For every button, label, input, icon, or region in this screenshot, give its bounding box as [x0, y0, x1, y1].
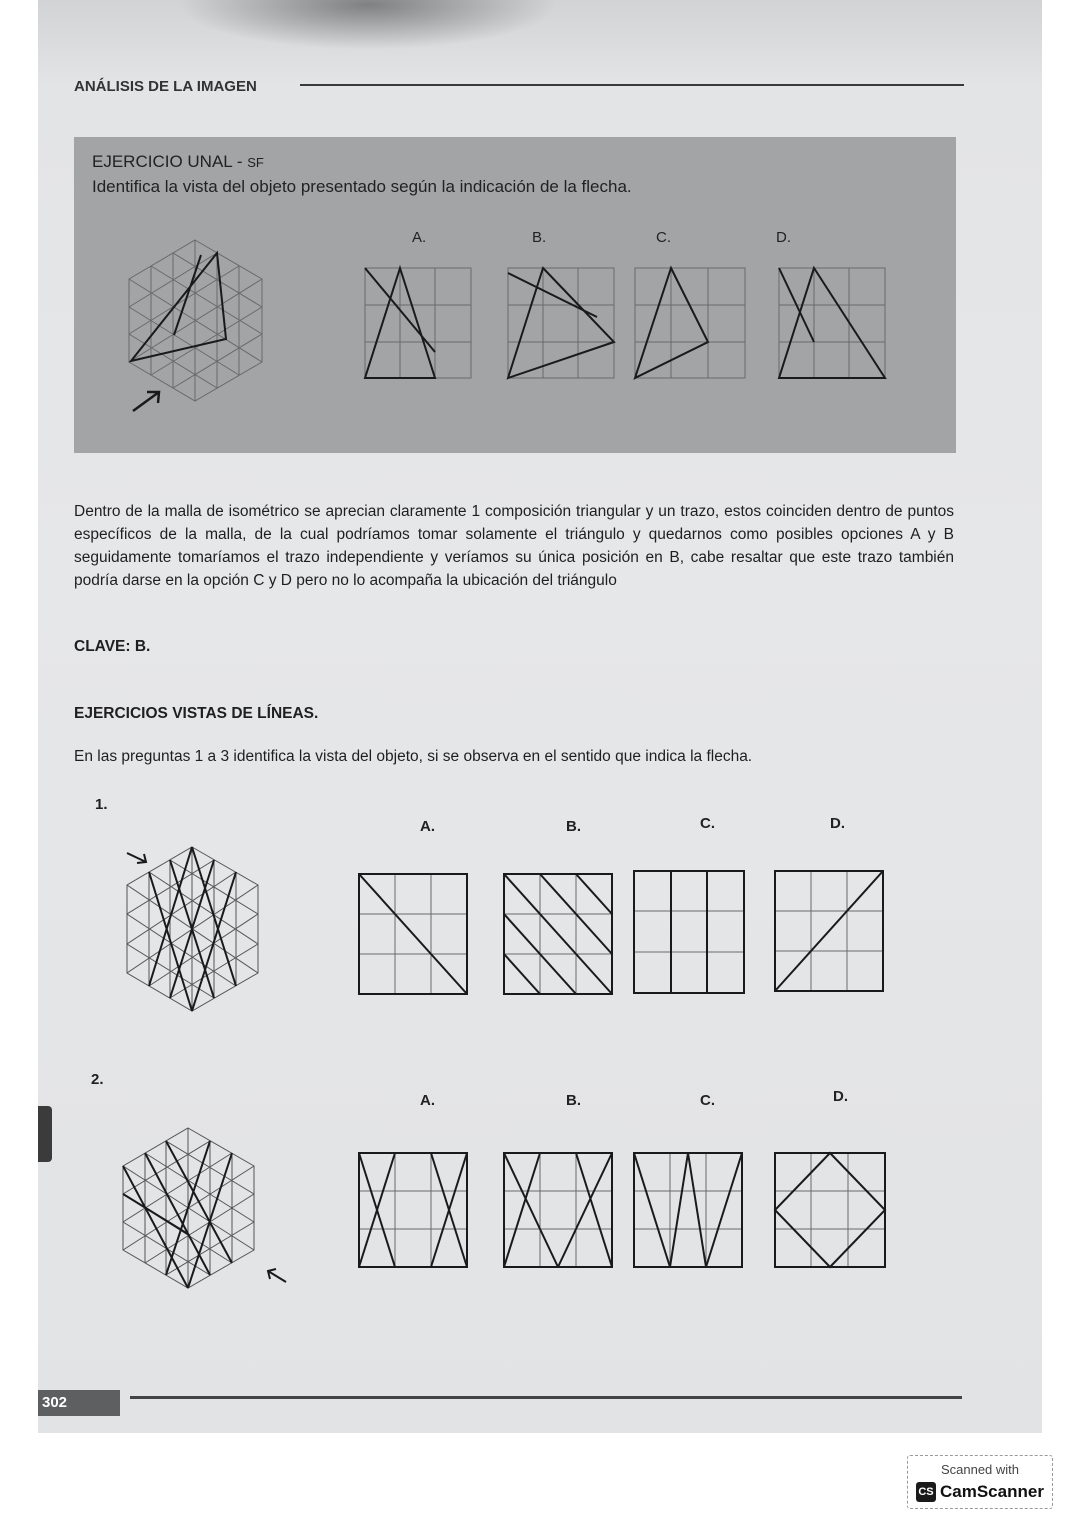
- page-shadow: [178, 0, 558, 50]
- book-page: [38, 0, 1042, 1433]
- camscanner-logo-icon: CS: [916, 1482, 936, 1502]
- example-option-d-label: D.: [776, 229, 791, 246]
- example-box: [74, 137, 956, 453]
- page-header-title: ANÁLISIS DE LA IMAGEN: [74, 78, 257, 95]
- q1-option-d-figure: [774, 870, 884, 992]
- example-option-a-figure: [364, 267, 472, 379]
- q1-view-arrow-icon: [124, 850, 154, 868]
- footer-rule: [130, 1396, 962, 1399]
- section-title: EJERCICIOS VISTAS DE LÍNEAS.: [74, 705, 319, 722]
- example-option-c-figure: [634, 267, 746, 379]
- example-title-suffix: SF: [247, 155, 264, 170]
- explanation-paragraph: Dentro de la malla de isométrico se aprecian claramente 1 composición triangular y un trazo, estos coinciden dentro de puntos específicos de la malla, de la cual podríamos tomar solamente el triángulo y quedarnos como posibles opciones A y B seguidamente tomaríamos el trazo independiente y veríamos su única posición en B, cabe resaltar que este trazo también podría darse en la opción C y D pero no lo acompaña la ubicación del triángulo: [74, 503, 954, 589]
- q1-option-c-figure: [633, 870, 745, 994]
- example-option-b-figure: [507, 267, 615, 379]
- answer-key: CLAVE: B.: [74, 638, 151, 655]
- q2-option-c-figure: [633, 1152, 743, 1268]
- q2-option-b-label: B.: [566, 1092, 581, 1109]
- q1-isometric-figure: [124, 845, 264, 1015]
- q2-option-b-figure: [503, 1152, 613, 1268]
- section-instruction: En las preguntas 1 a 3 identifica la vista del objeto, si se observa en el sentido que indica la flecha.: [74, 748, 753, 765]
- q1-option-a-figure: [358, 873, 468, 995]
- camscanner-badge: [907, 1455, 1053, 1509]
- question-1-number: 1.: [95, 796, 108, 813]
- q2-view-arrow-icon: [264, 1266, 290, 1286]
- q1-option-a-label: A.: [420, 818, 435, 835]
- badge-brand-name: CamScanner: [940, 1482, 1044, 1501]
- q2-option-d-figure: [774, 1152, 886, 1268]
- badge-top-text: Scanned with: [940, 1462, 1020, 1477]
- header-rule: [300, 84, 964, 86]
- page-edge-tab: [38, 1106, 52, 1162]
- q1-option-c-label: C.: [700, 815, 715, 832]
- q2-option-a-figure: [358, 1152, 468, 1268]
- q1-option-d-label: D.: [830, 815, 845, 832]
- q1-option-b-figure: [503, 873, 613, 995]
- example-option-d-figure: [778, 267, 886, 379]
- page-number: 302: [38, 1390, 120, 1416]
- example-option-b-label: B.: [532, 229, 547, 246]
- q2-isometric-figure: [120, 1126, 260, 1292]
- q1-option-b-label: B.: [566, 818, 581, 835]
- example-instruction: Identifica la vista del objeto presentado según la indicación de la flecha.: [92, 177, 632, 196]
- badge-brand-row: [916, 1482, 1044, 1502]
- q2-option-c-label: C.: [700, 1092, 715, 1109]
- example-title: EJERCICIO UNAL - SF: [92, 152, 264, 171]
- question-2-number: 2.: [91, 1071, 104, 1088]
- example-option-c-label: C.: [656, 229, 671, 246]
- example-view-arrow-icon: [129, 387, 169, 417]
- example-option-a-label: A.: [412, 229, 427, 246]
- q2-option-d-label: D.: [833, 1088, 848, 1105]
- q2-option-a-label: A.: [420, 1092, 435, 1109]
